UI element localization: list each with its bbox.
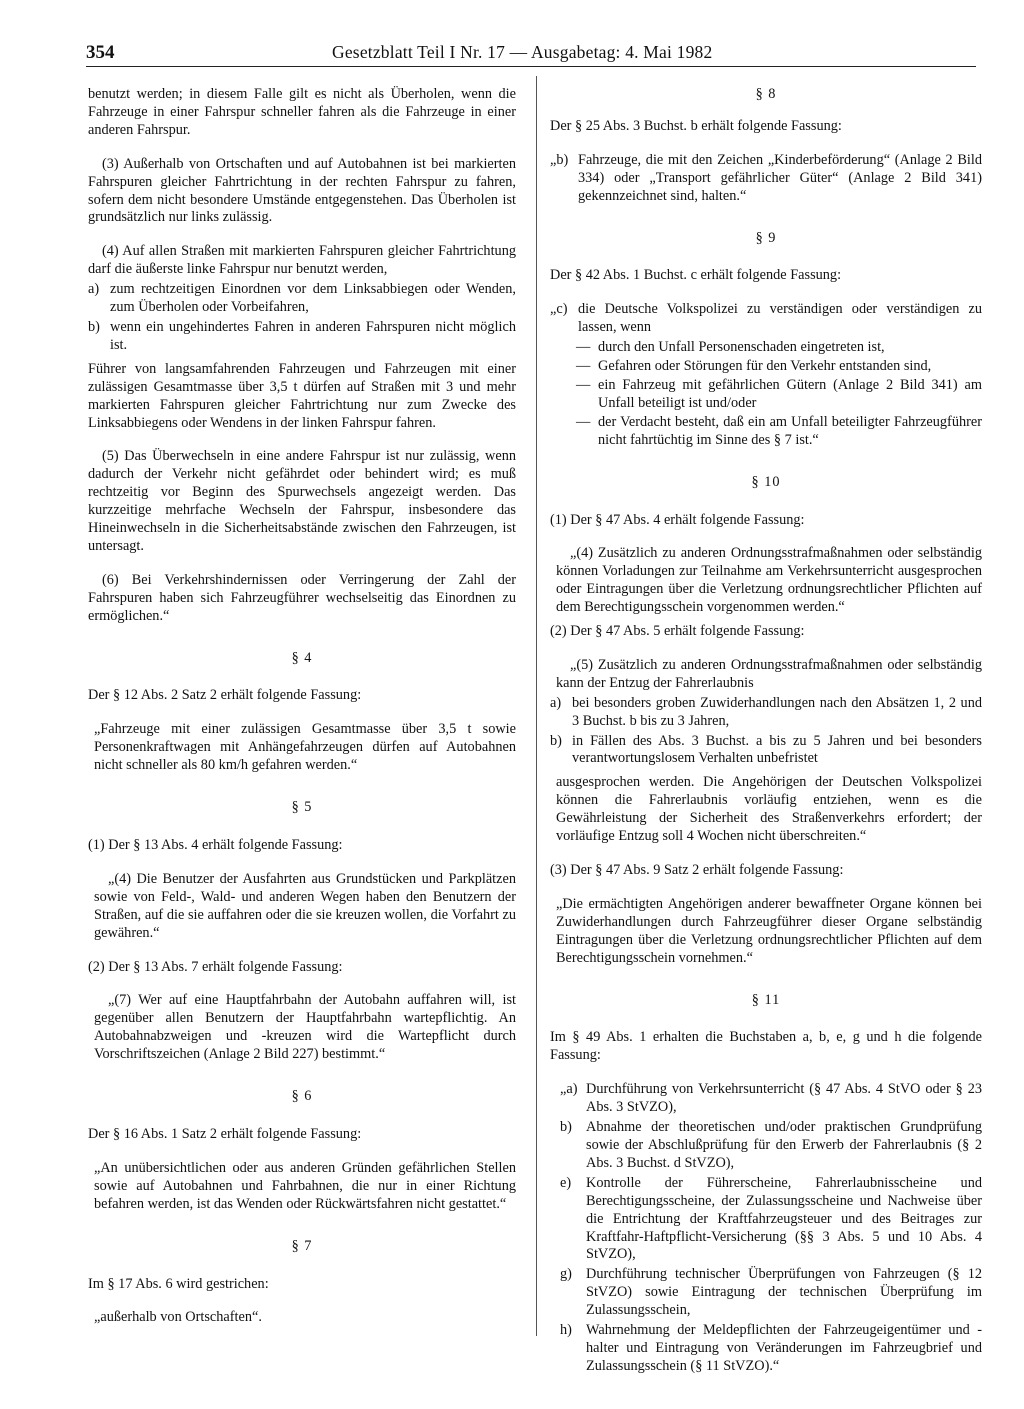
list-item <box>88 281 516 317</box>
list-item <box>560 1119 982 1173</box>
list-item <box>550 733 982 769</box>
list-marker: g) <box>560 1266 572 1283</box>
dash-item <box>550 358 982 376</box>
column-divider <box>536 76 537 1336</box>
list-text: wenn ein ungehindertes Fahren in anderen Fahrspuren nicht möglich ist. <box>110 318 516 353</box>
list-item <box>550 695 982 731</box>
paragraph-4: (4) Auf allen Straßen mit markierten Fahrspuren gleicher Fahrtrichtung darf die äußerste linke Fahrspur nur benutzt werden, <box>88 243 516 278</box>
dash-text: Gefahren oder Störungen für den Verkehr entstanden sind, <box>598 358 932 375</box>
list-marker: e) <box>560 1174 572 1191</box>
section-6-intro: Der § 16 Abs. 1 Satz 2 erhält folgende Fassung: <box>88 1125 362 1142</box>
section-7-intro: Im § 17 Abs. 6 wird gestrichen: <box>88 1275 269 1292</box>
list-marker: a) <box>88 281 100 298</box>
dash-marker: — <box>576 413 591 430</box>
dash-item <box>550 377 982 413</box>
paragraph-5: (5) Das Überwechseln in eine andere Fahrspur ist nur zulässig, wenn dadurch der Verkehr nicht gefährdet oder behindert wird; es muß rechtzeitig vor Beginn des Spurwechsels angezeigt werden. Das kurzzeitige mehrfache Wechseln der Fahrspur, insbesondere das Hineinwechseln in die Sicherheitsabstände zwischen den Fahrzeugen, ist untersagt. <box>88 448 516 554</box>
section-5-2-quote: „(7) Wer auf eine Hauptfahrbahn der Autobahn auffahren will, ist gegenüber allen Benutzern der Hauptfahrbahn wartepflichtig. An Autobahnabzweigen und -kreuzen wird die Wartepflicht durch Vorschriftszeichen (Anlage 2 Bild 227) bestimmt.“ <box>94 992 516 1063</box>
paragraph-4-continued: Führer von langsamfahrenden Fahrzeugen und Fahrzeugen mit einer zulässigen Gesamtmasse über 3,5 t dürfen auf Straßen mit 3 und mehr markierten Fahrspuren gleicher Fahrtrichtung nur zum Zwecke des Linksabbiegens oder Wendens in der linken Fahrspur fahren. <box>88 360 516 431</box>
dash-marker: — <box>576 339 591 356</box>
section-10-1-intro: (1) Der § 47 Abs. 4 erhält folgende Fassung: <box>550 511 805 528</box>
section-heading-6: § 6 <box>291 1088 313 1105</box>
paragraph-3: (3) Außerhalb von Ortschaften und auf Autobahnen ist bei markierten Fahrspuren gleicher Fahrtrichtung in der rechten Fahrspur zu fahren, sofern dem nicht besondere Umstände entgegenstehen. Das Überholen ist grundsätzlich nur links zulässig. <box>88 155 516 226</box>
list-item <box>88 319 516 355</box>
header-rule <box>86 66 976 67</box>
list-item <box>560 1266 982 1320</box>
left-column <box>88 86 516 1343</box>
dash-text: ein Fahrzeug mit gefährlichen Gütern (Anlage 2 Bild 341) am Unfall beteiligt ist und/oder <box>598 376 982 411</box>
section-10-1-quote: „(4) Zusätzlich zu anderen Ordnungsstrafmaßnahmen oder selbständig können Vorladungen zur Teilnahme am Verkehrsunterricht ausgesprochen oder Eintragungen über die Verletzung ordnungsrechtlicher Pflichten auf dem Berechtigungsschein vorgenommen werden.“ <box>556 545 982 616</box>
running-header: Gesetzblatt Teil I Nr. 17 — Ausgabetag: 4. Mai 1982 <box>332 42 713 62</box>
list-marker: „c) <box>550 301 568 318</box>
section-10-3-quote: „Die ermächtigten Angehörigen anderer bewaffneter Organe können bei Zuwiderhandlungen durch Fahrzeugführer dieser Organe selbständig Eintragungen über die Verletzung ordnungsrechtlicher Pflichten auf dem Berechtigungsschein vornehmen.“ <box>556 895 982 966</box>
section-heading-10: § 10 <box>751 473 781 490</box>
list-text: bei besonders groben Zuwiderhandlungen nach den Absätzen 1, 2 und 3 Buchst. b bis zu 3 Jahren, <box>572 694 982 729</box>
dash-item <box>550 414 982 450</box>
section-11-intro: Im § 49 Abs. 1 erhalten die Buchstaben a, b, e, g und h die folgende Fassung: <box>550 1029 982 1064</box>
page-number: 354 <box>86 42 115 63</box>
section-5-2-intro: (2) Der § 13 Abs. 7 erhält folgende Fassung: <box>88 958 343 975</box>
dash-text: durch den Unfall Personenschaden eingetreten ist, <box>598 339 885 356</box>
list-text: Abnahme der theoretischen und/oder praktischen Grundprüfung sowie der Abschlußprüfung für den Erwerb der Fahrerlaubnis (§ 2 Abs. 3 Buchst. d StVZO), <box>586 1119 982 1171</box>
paragraph-continued: benutzt werden; in diesem Falle gilt es nicht als Überholen, wenn die Fahrzeuge in einer Fahrspur schneller fahren als die Fahrzeuge in einer anderen Fahrspur. <box>88 86 516 138</box>
list-text: zum rechtzeitigen Einordnen vor dem Linksabbiegen oder Wenden, zum Überholen oder Vorbeifahren, <box>110 281 516 316</box>
section-6-quote: „An unübersichtlichen oder aus anderen Gründen gefährlichen Stellen sowie auf Autobahnen und Fahrbahnen, die nur in einer Richtung befahren werden, ist das Wenden oder Rückwärtsfahren nicht gestattet.“ <box>94 1159 516 1212</box>
dash-item <box>550 339 982 357</box>
section-10-2-quote: „(5) Zusätzlich zu anderen Ordnungsstrafmaßnahmen oder selbständig kann der Entzug der Fahrerlaubnis <box>556 656 982 691</box>
section-9-intro: Der § 42 Abs. 1 Buchst. c erhält folgende Fassung: <box>550 267 842 284</box>
list-marker: „b) <box>550 151 569 168</box>
section-heading-11: § 11 <box>751 991 781 1008</box>
list-item <box>550 152 982 206</box>
list-text: Durchführung technischer Überprüfungen von Fahrzeugen (§ 12 StVZO) sowie Eintragung der technischen Überprüfung im Zulassungsschein, <box>586 1266 982 1319</box>
section-4-intro: Der § 12 Abs. 2 Satz 2 erhält folgende Fassung: <box>88 687 362 704</box>
section-9-quote: die Deutsche Volkspolizei zu verständigen oder verständigen zu lassen, wenn <box>578 301 982 336</box>
dash-marker: — <box>576 358 591 375</box>
right-column <box>550 86 982 1378</box>
list-marker: b) <box>550 732 562 749</box>
list-item <box>550 301 982 337</box>
section-10-2-continued: ausgesprochen werden. Die Angehörigen der Deutschen Volkspolizei können die Fahrerlaubnis vorläufig entziehen, wenn es die Gewährleistung der Sicherheit des Straßenverkehrs erfordert; der vorläufige Entzug soll 4 Wochen nicht überschreiten.“ <box>556 774 982 845</box>
section-11-list <box>550 1081 982 1376</box>
section-8-intro: Der § 25 Abs. 3 Buchst. b erhält folgende Fassung: <box>550 117 842 134</box>
list-item <box>560 1175 982 1265</box>
list-marker: b) <box>560 1119 572 1136</box>
section-10-3-intro: (3) Der § 47 Abs. 9 Satz 2 erhält folgende Fassung: <box>550 862 844 878</box>
list-text: in Fällen des Abs. 3 Buchst. a bis zu 5 Jahren und bei besonders verantwortungslosem Verhalten unbefristet <box>572 732 982 767</box>
list-marker: „a) <box>560 1081 578 1098</box>
section-heading-4: § 4 <box>291 649 313 666</box>
list-item <box>560 1322 982 1376</box>
section-7-quote: „außerhalb von Ortschaften“. <box>94 1309 262 1326</box>
section-heading-9: § 9 <box>755 229 777 246</box>
section-5-1-quote: „(4) Die Benutzer der Ausfahrten aus Grundstücken und Parkplätzen sowie von Feld-, Wald- und anderen Wegen haben den Benutzern der Straßen, auf die sie auffahren oder die sie kreuzen wollen, die Vorfahrt zu gewähren.“ <box>94 870 516 941</box>
dash-marker: — <box>576 376 591 393</box>
list-marker: a) <box>550 694 562 711</box>
section-heading-5: § 5 <box>291 799 313 816</box>
list-marker: h) <box>560 1322 572 1339</box>
list-text: Kontrolle der Führerscheine, Fahrerlaubnisscheine und Berechtigungsscheine, der Zulassungsscheine und Nachweise über die Entrichtung der Kraftfahrzeugsteuer und des Beitrages zur Kraftfahr-Haftpflicht-Versicherung (§§ 3 Abs. 5 und 10 Abs. 4 StVZO), <box>586 1174 982 1263</box>
list-text: Wahrnehmung der Meldepflichten der Fahrzeugeigentümer und -halter und Eintragung von Veränderungen im Fahrzeugbrief und Zulassungsschein (§ 11 StVZO).“ <box>586 1322 982 1374</box>
paragraph-6: (6) Bei Verkehrshindernissen oder Verringerung der Zahl der Fahrspuren haben sich Fahrzeugführer wechselseitig das Einordnen zu ermöglichen.“ <box>88 571 516 624</box>
list-marker: b) <box>88 318 100 335</box>
list-item <box>560 1081 982 1117</box>
section-5-1-intro: (1) Der § 13 Abs. 4 erhält folgende Fassung: <box>88 837 343 853</box>
dash-text: der Verdacht besteht, daß ein am Unfall beteiligter Fahrzeugführer nicht fahrtüchtig im Sinne des § 7 ist.“ <box>598 413 982 448</box>
list-text: Durchführung von Verkehrsunterricht (§ 47 Abs. 4 StVO oder § 23 Abs. 3 StVZO), <box>586 1081 982 1116</box>
section-heading-8: § 8 <box>755 86 777 102</box>
section-heading-7: § 7 <box>291 1237 313 1254</box>
section-10-2-intro: (2) Der § 47 Abs. 5 erhält folgende Fassung: <box>550 623 805 640</box>
section-8-quote: Fahrzeuge, die mit den Zeichen „Kinderbeförderung“ (Anlage 2 Bild 334) oder „Transport gefährlicher Güter“ (Anlage 2 Bild 341) gekennzeichnet sind, halten.“ <box>578 151 982 204</box>
section-4-quote: „Fahrzeuge mit einer zulässigen Gesamtmasse über 3,5 t sowie Personenkraftwagen mit Anhängefahrzeugen dürfen auf Autobahnen nicht schneller als 80 km/h gefahren werden.“ <box>94 721 516 774</box>
